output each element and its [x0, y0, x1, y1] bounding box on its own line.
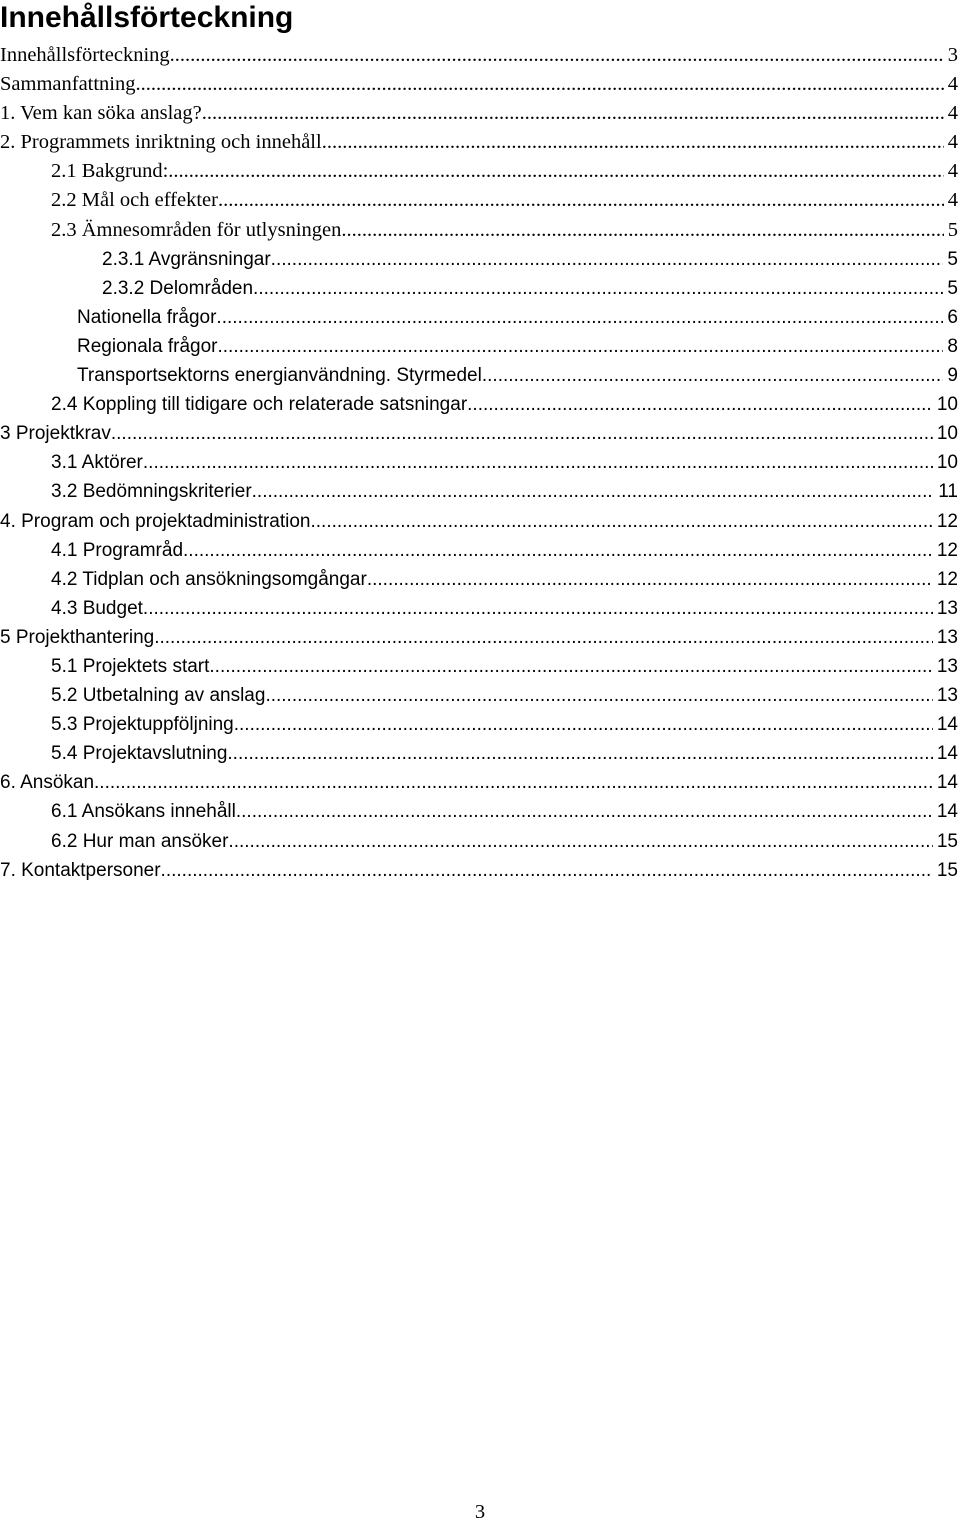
toc-entry[interactable] — [0, 594, 958, 623]
toc-entry-page: 10 — [936, 423, 958, 445]
toc-entry-page: 11 — [938, 481, 958, 503]
toc-entry-label: 5 Projekthantering — [0, 626, 155, 648]
toc-entry-page: 4 — [947, 189, 958, 212]
toc-entry-label: 3.1 Aktörer — [51, 452, 143, 474]
toc-entry[interactable] — [0, 739, 958, 768]
dot-leader — [467, 390, 933, 419]
toc-entry[interactable] — [0, 565, 958, 594]
dot-leader — [216, 303, 943, 332]
dot-leader — [252, 477, 935, 506]
toc-list — [0, 41, 958, 885]
toc-entry-page: 10 — [936, 452, 958, 474]
toc-entry-label: 2.3 Ämnesområden för utlysningen — [51, 218, 342, 241]
dot-leader — [234, 710, 933, 739]
toc-entry-page: 4 — [947, 73, 958, 96]
toc-entry-page: 13 — [936, 597, 958, 619]
toc-entry-label: 5.2 Utbetalning av anslag — [51, 685, 266, 707]
toc-entry-label: 4.1 Programråd — [51, 539, 184, 561]
toc-entry-label: 1. Vem kan söka anslag? — [0, 102, 202, 125]
dot-leader — [136, 70, 944, 99]
toc-entry[interactable] — [0, 332, 958, 361]
toc-entry-label: 2.3.1 Avgränsningar — [102, 248, 271, 270]
dot-leader — [94, 768, 933, 797]
toc-entry[interactable] — [0, 303, 958, 332]
toc-entry-page: 4 — [947, 102, 958, 125]
toc-entry[interactable] — [0, 536, 958, 565]
toc-entry[interactable] — [0, 419, 958, 448]
toc-entry-label: 3 Projektkrav — [0, 423, 111, 445]
toc-entry-page: 15 — [936, 830, 958, 852]
dot-leader — [168, 157, 943, 186]
toc-entry-page: 13 — [936, 626, 958, 648]
toc-entry-label: 2.2 Mål och effekter — [51, 189, 218, 212]
dot-leader — [143, 594, 933, 623]
toc-entry-label: Nationella frågor — [77, 306, 217, 328]
toc-entry-page: 13 — [936, 655, 958, 677]
dot-leader — [202, 99, 944, 128]
toc-entry[interactable] — [0, 390, 958, 419]
toc-entry-label: 5.1 Projektets start — [51, 655, 210, 677]
dot-leader — [271, 245, 944, 274]
toc-entry-label: 2. Programmets inriktning och innehåll — [0, 131, 322, 154]
toc-entry-page: 5 — [947, 218, 958, 241]
dot-leader — [218, 186, 944, 215]
dot-leader — [154, 623, 933, 652]
toc-entry-label: 4.2 Tidplan och ansökningsomgångar — [51, 568, 367, 590]
toc-entry-label: Regionala frågor — [77, 335, 218, 357]
toc-entry-page: 12 — [936, 510, 958, 532]
toc-entry-label: 6.2 Hur man ansöker — [51, 830, 229, 852]
dot-leader — [253, 274, 943, 303]
toc-entry[interactable] — [0, 361, 958, 390]
toc-entry-label: 4.3 Budget — [51, 597, 143, 619]
dot-leader — [322, 128, 944, 157]
toc-entry[interactable] — [0, 41, 958, 70]
dot-leader — [228, 827, 932, 856]
dot-leader — [367, 565, 933, 594]
toc-entry-page: 12 — [936, 539, 958, 561]
toc-entry-page: 5 — [947, 277, 958, 299]
dot-leader — [111, 419, 933, 448]
dot-leader — [310, 507, 932, 536]
dot-leader — [482, 361, 944, 390]
toc-entry-page: 15 — [936, 859, 958, 881]
toc-entry-label: 5.4 Projektavslutning — [51, 743, 228, 765]
toc-entry[interactable] — [0, 128, 958, 157]
toc-entry[interactable] — [0, 710, 958, 739]
toc-entry-label: 6.1 Ansökans innehåll — [51, 801, 236, 823]
toc-entry[interactable] — [0, 623, 958, 652]
toc-entry[interactable] — [0, 477, 958, 506]
toc-entry-label: 4. Program och projektadministration — [0, 510, 311, 532]
toc-entry[interactable] — [0, 216, 958, 245]
toc-entry-page: 4 — [947, 131, 958, 154]
dot-leader — [161, 856, 933, 885]
dot-leader — [170, 41, 944, 70]
toc-entry-page: 14 — [936, 801, 958, 823]
toc-entry[interactable] — [0, 274, 958, 303]
toc-entry[interactable] — [0, 827, 958, 856]
toc-entry-label: 2.3.2 Delområden — [102, 277, 254, 299]
dot-leader — [217, 332, 943, 361]
toc-entry-page: 4 — [947, 160, 958, 183]
toc-entry-page: 3 — [947, 44, 958, 66]
dot-leader — [183, 536, 933, 565]
toc-entry-label: Transportsektorns energianvändning. Styrmedel — [77, 365, 482, 387]
toc-entry-page: 14 — [936, 714, 958, 736]
toc-entry-page: 6 — [947, 306, 958, 328]
toc-entry[interactable] — [0, 245, 958, 274]
page-number: 3 — [474, 1501, 486, 1523]
toc-entry-label: 3.2 Bedömningskriterier — [51, 481, 252, 503]
toc-entry-page: 8 — [947, 335, 958, 357]
toc-entry[interactable] — [0, 652, 958, 681]
toc-entry-label: Innehållsförteckning — [0, 44, 170, 66]
toc-entry-page: 13 — [936, 685, 958, 707]
toc-entry[interactable] — [0, 448, 958, 477]
toc-entry[interactable] — [0, 70, 958, 99]
dot-leader — [265, 681, 932, 710]
toc-entry-label: 2.4 Koppling till tidigare och relaterade satsningar — [51, 394, 468, 416]
dot-leader — [143, 448, 933, 477]
dot-leader — [227, 739, 932, 768]
toc-entry-page: 5 — [947, 248, 958, 270]
toc-entry-page: 14 — [936, 743, 958, 765]
toc-entry[interactable] — [0, 99, 958, 128]
toc-entry[interactable] — [0, 797, 958, 826]
dot-leader — [236, 797, 933, 826]
toc-entry-label: 7. Kontaktpersoner — [0, 859, 161, 881]
dot-leader — [209, 652, 932, 681]
toc-entry-label: 5.3 Projektuppföljning — [51, 714, 234, 736]
toc-entry-page: 12 — [936, 568, 958, 590]
toc-entry-page: 10 — [936, 394, 958, 416]
toc-entry-label: 6. Ansökan — [0, 772, 95, 794]
toc-entry[interactable] — [0, 768, 958, 797]
toc-entry[interactable] — [0, 157, 958, 186]
toc-entry-page: 9 — [947, 365, 958, 387]
toc-entry-page: 14 — [936, 772, 958, 794]
dot-leader — [341, 216, 943, 245]
toc-entry-label: Sammanfattning — [0, 73, 136, 96]
toc-entry[interactable] — [0, 186, 958, 215]
toc-entry[interactable] — [0, 507, 958, 536]
toc-entry[interactable] — [0, 856, 958, 885]
toc-entry-label: 2.1 Bakgrund: — [51, 160, 169, 183]
toc-heading: Innehållsförteckning — [0, 1, 294, 34]
toc-entry[interactable] — [0, 681, 958, 710]
